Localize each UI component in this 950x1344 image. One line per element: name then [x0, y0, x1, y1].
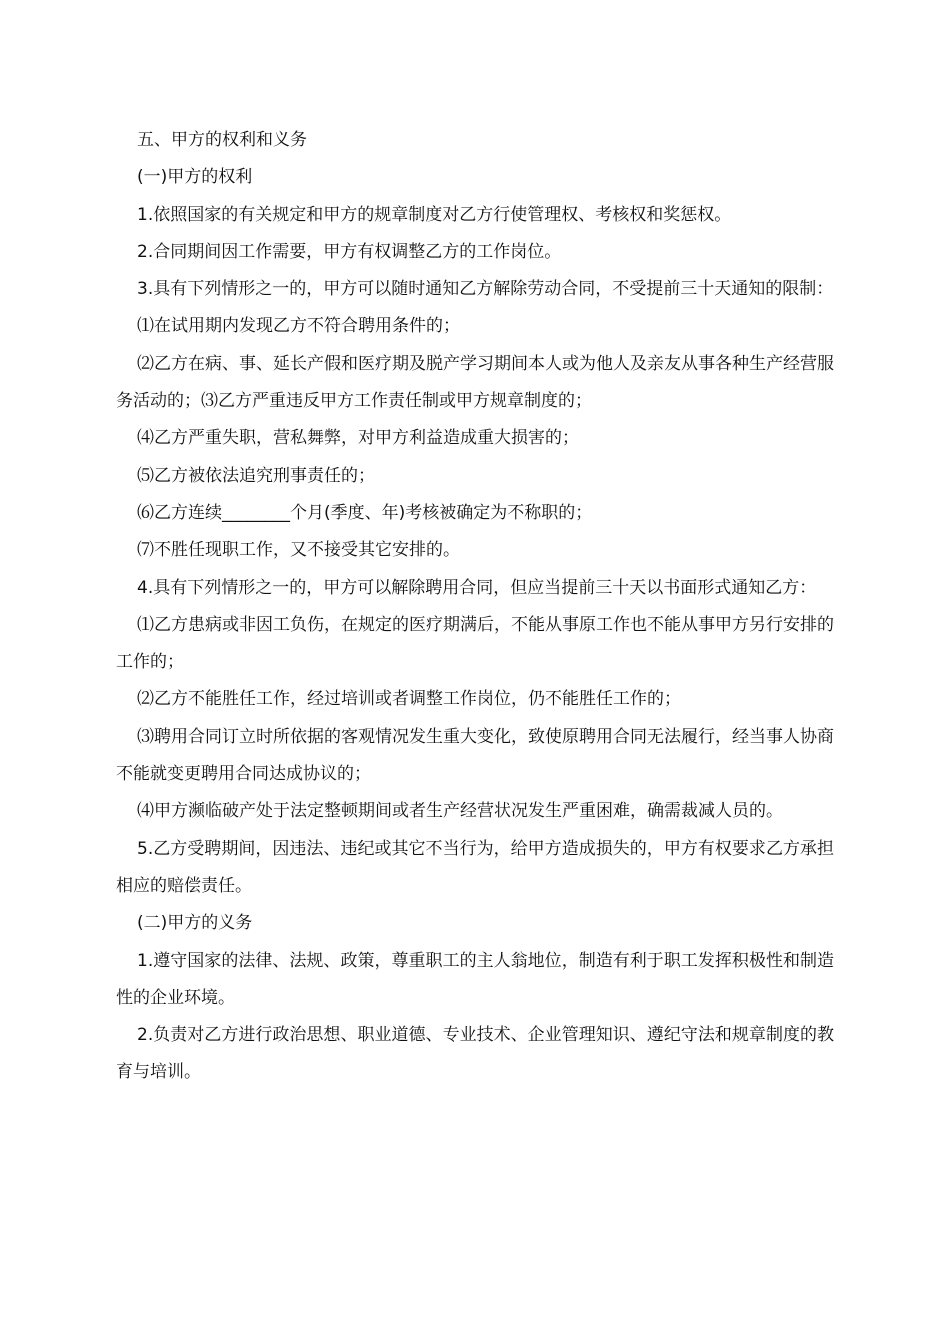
clause-paragraph: 4.具有下列情形之一的，甲方可以解除聘用合同，但应当提前三十天以书面形式通知乙方：	[137, 577, 817, 598]
list-item: ⑵乙方在病、事、延长产假和医疗期及脱产学习期间本人或为他人及亲友从事各种生产经营服务活动的；⑶乙方严重违反甲方工作责任制或甲方规章制度的；	[116, 353, 834, 412]
clause-paragraph: 1.遵守国家的法律、法规、政策，尊重职工的主人翁地位，制造有利于职工发挥积极性和制造性的企业环境。	[116, 950, 834, 1008]
subsection-heading: (二)甲方的义务	[137, 913, 253, 934]
subsection-heading: (一)甲方的权利	[137, 167, 253, 188]
section-heading: 五、甲方的权利和义务	[137, 130, 307, 150]
document-body	[116, 122, 834, 1092]
list-item: ⑷甲方濒临破产处于法定整顿期间或者生产经营状况发生严重困难，确需裁减人员的。	[137, 801, 783, 822]
list-item: ⑵乙方不能胜任工作，经过培训或者调整工作岗位，仍不能胜任工作的；	[137, 689, 681, 710]
list-item: ⑸乙方被依法追究刑事责任的；	[137, 465, 375, 486]
clause-paragraph: 3.具有下列情形之一的，甲方可以随时通知乙方解除劳动合同，不受提前三十天通知的限制：	[137, 279, 834, 300]
clause-paragraph: 1.依照国家的有关规定和甲方的规章制度对乙方行使管理权、考核权和奖惩权。	[137, 204, 732, 225]
clause-paragraph: 2.负责对乙方进行政治思想、职业道德、专业技术、企业管理知识、遵纪守法和规章制度的教育与培训。	[116, 1025, 834, 1083]
list-item: ⑴在试用期内发现乙方不符合聘用条件的；	[137, 316, 460, 337]
list-item: ⑹乙方连续________个月(季度、年)考核被确定为不称职的；	[137, 502, 593, 523]
list-item: ⑺不胜任现职工作，又不接受其它安排的。	[137, 540, 460, 561]
list-item: ⑶聘用合同订立时所依据的客观情况发生重大变化，致使原聘用合同无法履行，经当事人协商不能就变更聘用合同达成协议的；	[116, 726, 834, 785]
clause-paragraph: 5.乙方受聘期间，因违法、违纪或其它不当行为，给甲方造成损失的，甲方有权要求乙方承担相应的赔偿责任。	[116, 838, 834, 896]
list-item: ⑴乙方患病或非因工负伤，在规定的医疗期满后，不能从事原工作也不能从事甲方另行安排的工作的；	[116, 614, 834, 673]
list-item: ⑷乙方严重失职，营私舞弊，对甲方利益造成重大损害的；	[137, 428, 579, 449]
clause-paragraph: 2.合同期间因工作需要，甲方有权调整乙方的工作岗位。	[137, 241, 562, 262]
